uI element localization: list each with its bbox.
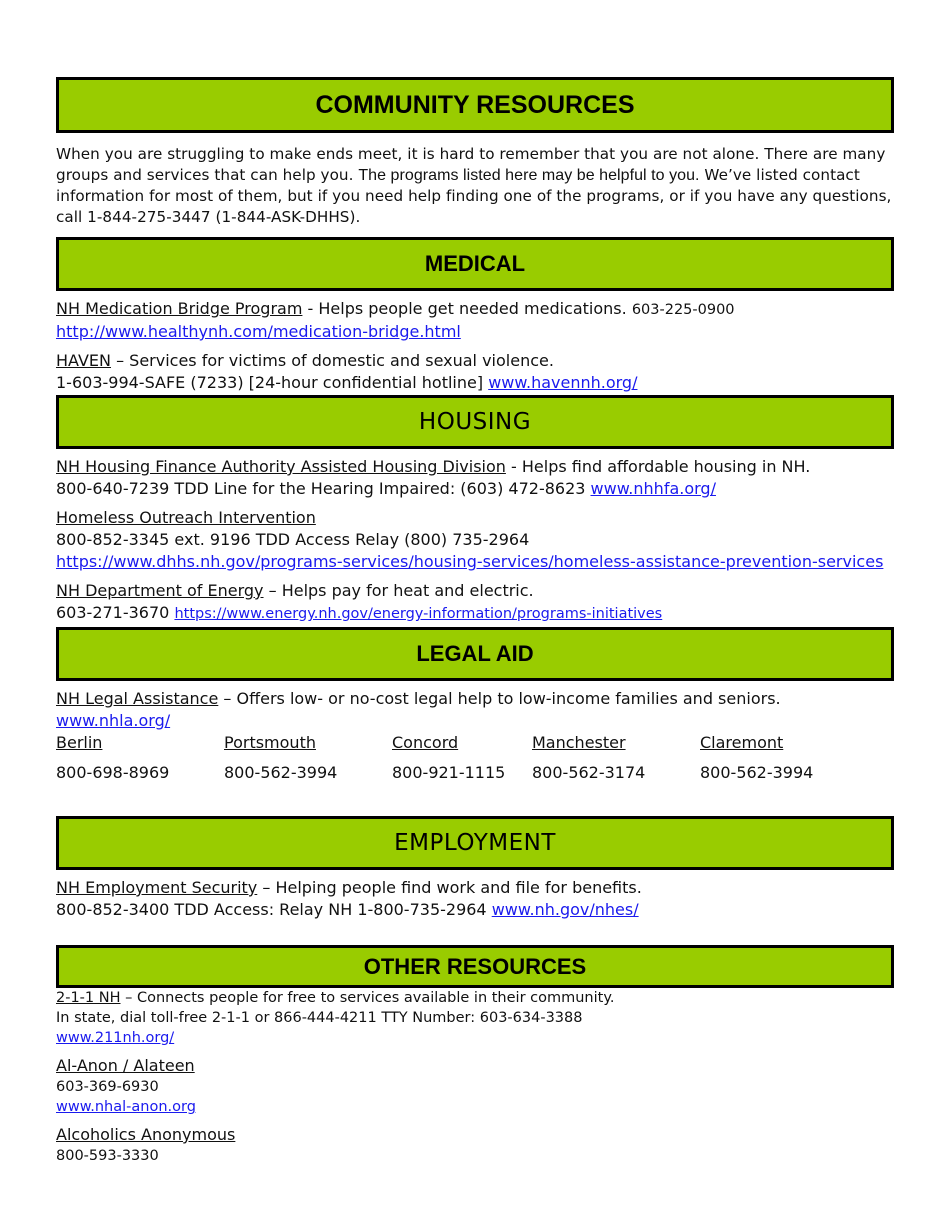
city-berlin: Berlin bbox=[56, 733, 103, 752]
legal-aid-title: LEGAL AID bbox=[416, 641, 534, 666]
employment-title: EMPLOYMENT bbox=[394, 830, 556, 856]
employment-banner bbox=[56, 816, 894, 870]
aa-entry bbox=[56, 1125, 894, 1166]
community-resources-banner bbox=[56, 77, 894, 133]
legal-office-phones bbox=[56, 762, 894, 784]
city-portsmouth: Portsmouth bbox=[224, 733, 316, 752]
alanon-link[interactable]: www.nhal-anon.org bbox=[56, 1099, 196, 1115]
two-one-one-desc: – Connects people for free to services available in their community. bbox=[120, 990, 615, 1006]
phone-manchester: 800-562-3174 bbox=[532, 763, 646, 782]
haven-name: HAVEN bbox=[56, 351, 111, 370]
phone-claremont: 800-562-3994 bbox=[700, 763, 814, 782]
nhla-link[interactable]: www.nhla.org/ bbox=[56, 711, 171, 730]
nhhfa-phone: 800-640-7239 TDD Line for the Hearing Impaired: (603) 472-8623 bbox=[56, 479, 591, 498]
phone-concord: 800-921-1115 bbox=[392, 763, 506, 782]
intro-paragraph bbox=[56, 144, 894, 228]
medication-bridge-entry bbox=[56, 298, 894, 343]
two-one-one-link[interactable]: www.211nh.org/ bbox=[56, 1030, 175, 1046]
intro-text-c: We’ve listed contact information for most of them, but if you need help finding one of the programs, or if you have any questions, call 1-844-275-3447 (1-844-ASK-DHHS). bbox=[56, 166, 892, 226]
alanon-name: Al-Anon / Alateen bbox=[56, 1056, 195, 1075]
intro-text-a: When you are struggling to make ends meet, it is hard to remember that you are not alone. There are many groups and services that can help you. bbox=[56, 145, 886, 184]
city-concord: Concord bbox=[392, 733, 459, 752]
phone-portsmouth: 800-562-3994 bbox=[224, 763, 338, 782]
housing-banner bbox=[56, 395, 894, 449]
alanon-phone: 603-369-6930 bbox=[56, 1079, 159, 1095]
energy-link[interactable]: https://www.energy.nh.gov/energy-information/programs-initiatives bbox=[174, 606, 663, 622]
other-resources-banner bbox=[56, 945, 894, 988]
energy-name: NH Department of Energy bbox=[56, 581, 264, 600]
nhla-name: NH Legal Assistance bbox=[56, 689, 219, 708]
nhhfa-entry bbox=[56, 456, 894, 500]
medication-bridge-name: NH Medication Bridge Program bbox=[56, 299, 303, 318]
two-one-one-name: 2-1-1 NH bbox=[56, 990, 121, 1006]
nhes-link[interactable]: www.nh.gov/nhes/ bbox=[491, 900, 639, 919]
medication-bridge-phone: 603-225-0900 bbox=[631, 302, 735, 318]
haven-desc: – Services for victims of domestic and sexual violence. bbox=[110, 351, 554, 370]
nhes-phone: 800-852-3400 TDD Access: Relay NH 1-800-735-2964 bbox=[56, 900, 492, 919]
medication-bridge-desc: - Helps people get needed medications. bbox=[302, 299, 632, 318]
intro-text-b: The programs listed here may be helpful to you. bbox=[358, 167, 700, 184]
legal-office-cities bbox=[56, 732, 894, 754]
energy-entry bbox=[56, 580, 894, 625]
energy-desc: – Helps pay for heat and electric. bbox=[263, 581, 534, 600]
two-one-one-entry bbox=[56, 988, 894, 1048]
community-resources-title: COMMUNITY RESOURCES bbox=[315, 90, 635, 119]
nhla-desc: – Offers low- or no-cost legal help to low-income families and seniors. bbox=[218, 689, 781, 708]
nhes-entry bbox=[56, 877, 894, 921]
nhhfa-name: NH Housing Finance Authority Assisted Housing Division bbox=[56, 457, 506, 476]
alanon-entry bbox=[56, 1056, 894, 1117]
legal-aid-banner bbox=[56, 627, 894, 681]
nhla-entry bbox=[56, 688, 894, 732]
haven-link[interactable]: www.havennh.org/ bbox=[488, 373, 638, 392]
nhhfa-link[interactable]: www.nhhfa.org/ bbox=[590, 479, 716, 498]
nhes-desc: – Helping people find work and file for benefits. bbox=[257, 878, 642, 897]
aa-phone: 800-593-3330 bbox=[56, 1148, 159, 1164]
homeless-outreach-name: Homeless Outreach Intervention bbox=[56, 508, 316, 527]
medical-banner bbox=[56, 237, 894, 291]
haven-phone: 1-603-994-SAFE (7233) [24-hour confidential hotline] bbox=[56, 373, 489, 392]
homeless-outreach-link[interactable]: https://www.dhhs.nh.gov/programs-services/housing-services/homeless-assistance-prevention-services bbox=[56, 552, 884, 571]
medication-bridge-link[interactable]: http://www.healthynh.com/medication-bridge.html bbox=[56, 322, 461, 341]
medical-title: MEDICAL bbox=[424, 251, 526, 276]
nhes-name: NH Employment Security bbox=[56, 878, 258, 897]
haven-entry bbox=[56, 350, 894, 394]
two-one-one-phone: In state, dial toll-free 2-1-1 or 866-444-4211 TTY Number: 603-634-3388 bbox=[56, 1010, 583, 1026]
housing-title: HOUSING bbox=[418, 409, 532, 435]
phone-berlin: 800-698-8969 bbox=[56, 763, 170, 782]
nhhfa-desc: - Helps find affordable housing in NH. bbox=[505, 457, 811, 476]
other-resources-title: OTHER RESOURCES bbox=[363, 953, 587, 979]
aa-name: Alcoholics Anonymous bbox=[56, 1125, 236, 1144]
homeless-outreach-phone: 800-852-3345 ext. 9196 TDD Access Relay (800) 735-2964 bbox=[56, 530, 530, 549]
energy-phone: 603-271-3670 bbox=[56, 603, 175, 622]
city-manchester: Manchester bbox=[532, 733, 626, 752]
homeless-outreach-entry bbox=[56, 507, 894, 573]
city-claremont: Claremont bbox=[700, 733, 784, 752]
resource-page bbox=[56, 77, 894, 1166]
